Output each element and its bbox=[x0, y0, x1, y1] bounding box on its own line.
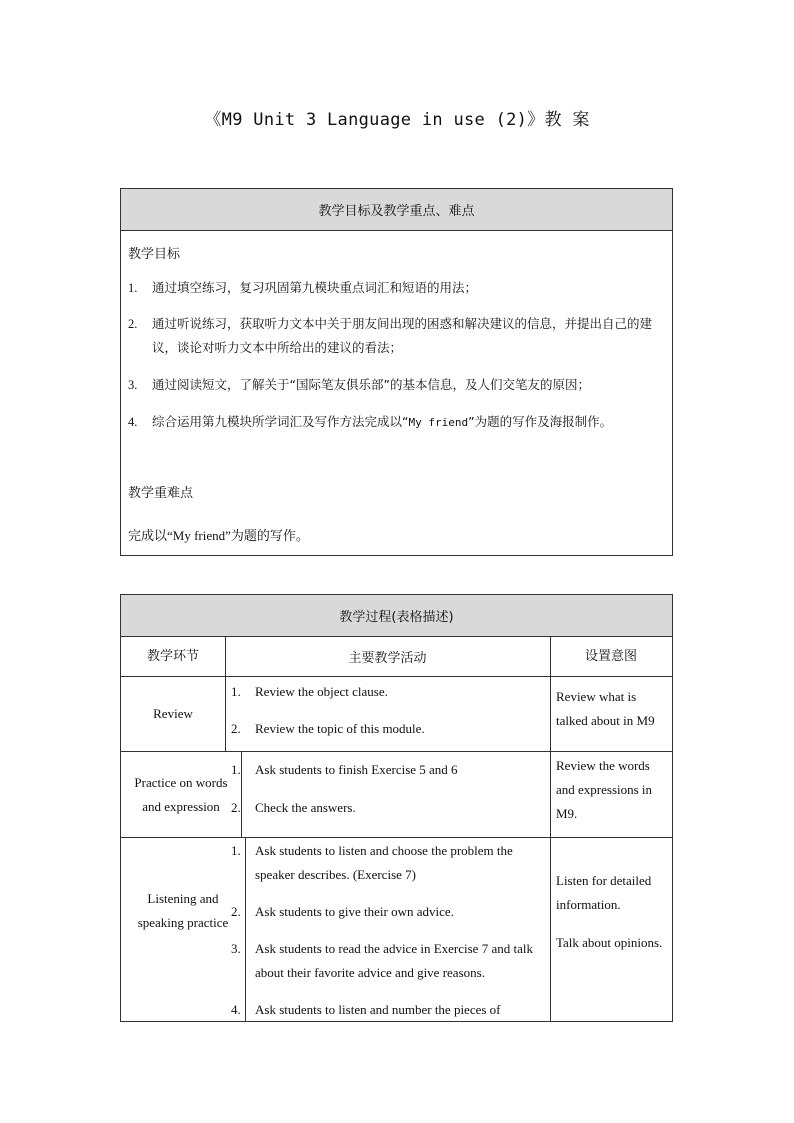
document-title: 《M9 Unit 3 Language in use (2)》教 案 bbox=[204, 110, 590, 130]
goal-item bbox=[128, 312, 663, 360]
table-row bbox=[121, 751, 672, 837]
activity-item: 3. Ask students to read the advice in Exercise 7 and talk about their favorite advice and give reasons. bbox=[231, 941, 533, 980]
stage-cell: Practice on words and expression bbox=[121, 752, 242, 837]
purpose-cell bbox=[550, 838, 672, 1021]
goals-heading: 教学目标 bbox=[128, 247, 181, 262]
activity-item: 1. Ask students to finish Exercise 5 and 6 bbox=[231, 762, 458, 777]
activity-item: 2. Check the answers. bbox=[231, 800, 356, 815]
goal-text: 综合运用第九模块所学词汇及写作方法完成以“My friend”为题的写作及海报制作。 bbox=[152, 414, 613, 429]
process-table-header: 教学过程(表格描述) bbox=[121, 595, 672, 637]
purpose-text: Talk about opinions. bbox=[556, 935, 663, 950]
goal-text: 通过听说练习，获取听力文本中关于朋友间出现的困惑和解决建议的信息，并提出自己的建议，谈论对听力文本中所给出的建议的看法； bbox=[152, 316, 653, 355]
goal-text: 通过阅读短文，了解关于“国际笔友俱乐部”的基本信息，及人们交笔友的原因； bbox=[152, 377, 590, 392]
goal-item bbox=[128, 373, 663, 397]
column-header-purpose: 设置意图 bbox=[584, 648, 637, 664]
column-header-row bbox=[121, 637, 672, 676]
key-points-text: 完成以“My friend”为题的写作。 bbox=[128, 528, 309, 543]
activity-item: 4. Ask students to listen and number the pieces of bbox=[231, 1002, 501, 1017]
table-row bbox=[121, 837, 672, 1021]
process-table bbox=[120, 594, 673, 1022]
activity-item: 1. Review the object clause. bbox=[231, 684, 388, 699]
goal-number: 4. bbox=[128, 415, 138, 429]
stage-cell: Listening and speaking practice bbox=[121, 838, 246, 1021]
activity-item: 1. Ask students to listen and choose the problem the speaker describes. (Exercise 7) bbox=[231, 843, 513, 882]
activity-item: 2. Review the topic of this module. bbox=[231, 721, 425, 736]
goal-number: 2. bbox=[128, 317, 138, 331]
goal-text: 通过填空练习，复习巩固第九模块重点词汇和短语的用法； bbox=[152, 280, 478, 295]
stage-cell: Review bbox=[121, 677, 226, 751]
goal-item bbox=[128, 276, 663, 300]
column-header-stage: 教学环节 bbox=[121, 637, 226, 676]
activities-cell bbox=[225, 677, 551, 751]
purpose-text: Listen for detailed information. bbox=[556, 873, 652, 912]
key-points-heading: 教学重难点 bbox=[128, 486, 194, 501]
purpose-cell: Review what is talked about in M9 bbox=[556, 689, 655, 728]
activities-cell bbox=[225, 838, 551, 1021]
objectives-table bbox=[120, 188, 673, 556]
purpose-cell: Review the words and expressions in M9. bbox=[556, 758, 653, 821]
goal-number: 1. bbox=[128, 281, 138, 295]
objectives-table-header: 教学目标及教学重点、难点 bbox=[121, 189, 672, 231]
activities-cell bbox=[225, 752, 551, 837]
goal-number: 3. bbox=[128, 378, 138, 392]
table-row bbox=[121, 676, 672, 751]
goal-item bbox=[128, 410, 663, 435]
activity-item: 2. Ask students to give their own advice. bbox=[231, 904, 454, 919]
column-header-activities: 主要教学活动 bbox=[225, 637, 551, 676]
